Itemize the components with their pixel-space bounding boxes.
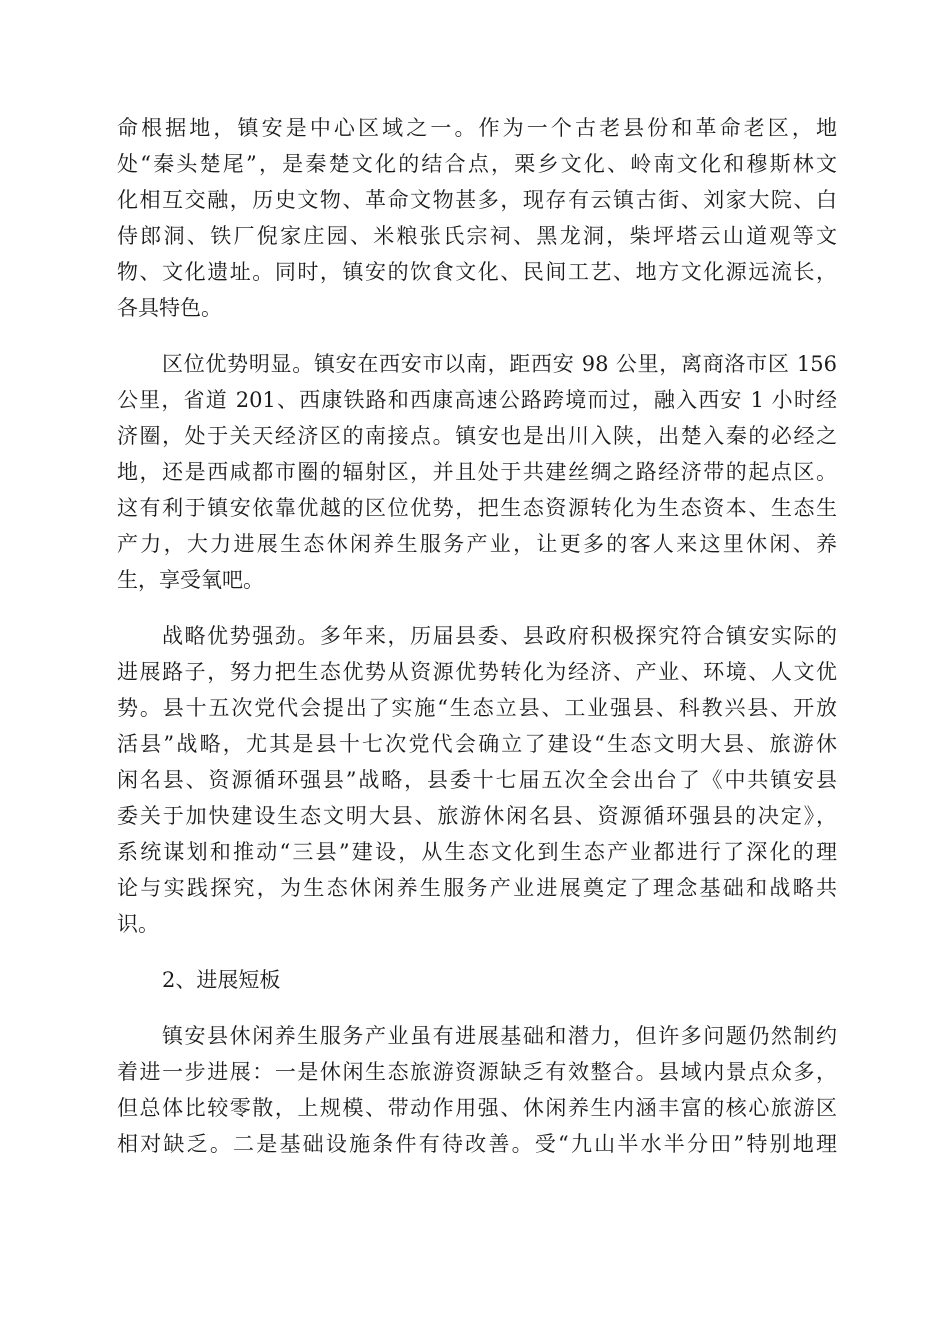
text-line: 论与实践探究，为生态休闲养生服务产业进展奠定了理念基础和战略共 (117, 876, 837, 900)
text-line: 识。 (117, 912, 159, 936)
text-line: 侍郎洞、铁厂倪家庄园、米粮张氏宗祠、黑龙洞，柴坪塔云山道观等文 (117, 224, 837, 248)
text-line: 势。县十五次党代会提出了实施“生态立县、工业强县、科教兴县、开放 (117, 696, 837, 720)
text-line: 区位优势明显。镇安在西安市以南，距西安 98 公里，离商洛市区 156 (162, 352, 837, 376)
text-line: 战略优势强劲。多年来，历届县委、县政府积极探究符合镇安实际的 (162, 624, 837, 648)
text-line: 公里，省道 201、西康铁路和西康高速公路跨境而过，融入西安 1 小时经 (117, 388, 837, 412)
text-line: 济圈，处于关天经济区的南接点。镇安也是出川入陕，出楚入秦的必经之 (117, 424, 837, 448)
section-heading: 2、进展短板 (162, 968, 281, 992)
text-line: 地，还是西咸都市圈的辐射区，并且处于共建丝绸之路经济带的起点区。 (117, 460, 837, 484)
text-line: 生，享受氧吧。 (117, 568, 264, 592)
paragraph-shortcomings (117, 1018, 837, 1162)
text-line: 相对缺乏。二是基础设施条件有待改善。受“九山半水半分田”特别地理 (117, 1132, 837, 1156)
text-line: 这有利于镇安依靠优越的区位优势，把生态资源转化为生态资本、生态生 (117, 496, 837, 520)
text-line: 产力，大力进展生态休闲养生服务产业，让更多的客人来这里休闲、养 (117, 532, 837, 556)
text-line: 处“秦头楚尾”，是秦楚文化的结合点，栗乡文化、岭南文化和穆斯林文 (117, 152, 837, 176)
text-line: 闲名县、资源循环强县”战略，县委十七届五次全会出台了《中共镇安县 (117, 768, 837, 792)
paragraph-strategy-advantage (117, 618, 837, 942)
text-line: 各具特色。 (117, 296, 222, 320)
text-line: 命根据地，镇安是中心区域之一。作为一个古老县份和革命老区，地 (117, 116, 837, 140)
text-line: 进展路子，努力把生态优势从资源优势转化为经济、产业、环境、人文优 (117, 660, 837, 684)
text-line: 委关于加快建设生态文明大县、旅游休闲名县、资源循环强县的决定》， (117, 804, 837, 828)
document-body (117, 110, 837, 1182)
paragraph-heritage (117, 110, 837, 326)
text-line: 但总体比较零散，上规模、带动作用强、休闲养生内涵丰富的核心旅游区 (117, 1096, 837, 1120)
text-line: 镇安县休闲养生服务产业虽有进展基础和潜力，但许多问题仍然制约 (162, 1024, 837, 1048)
text-line: 化相互交融，历史文物、革命文物甚多，现存有云镇古街、刘家大院、白 (117, 188, 837, 212)
text-line: 着进一步进展：一是休闲生态旅游资源缺乏有效整合。县域内景点众多， (117, 1060, 837, 1084)
paragraph-location-advantage (117, 346, 837, 598)
text-line: 活县”战略，尤其是县十七次党代会确立了建设“生态文明大县、旅游休 (117, 732, 837, 756)
text-line: 物、文化遗址。同时，镇安的饮食文化、民间工艺、地方文化源远流长， (117, 260, 837, 284)
text-line: 系统谋划和推动“三县”建设，从生态文化到生态产业都进行了深化的理 (117, 840, 837, 864)
